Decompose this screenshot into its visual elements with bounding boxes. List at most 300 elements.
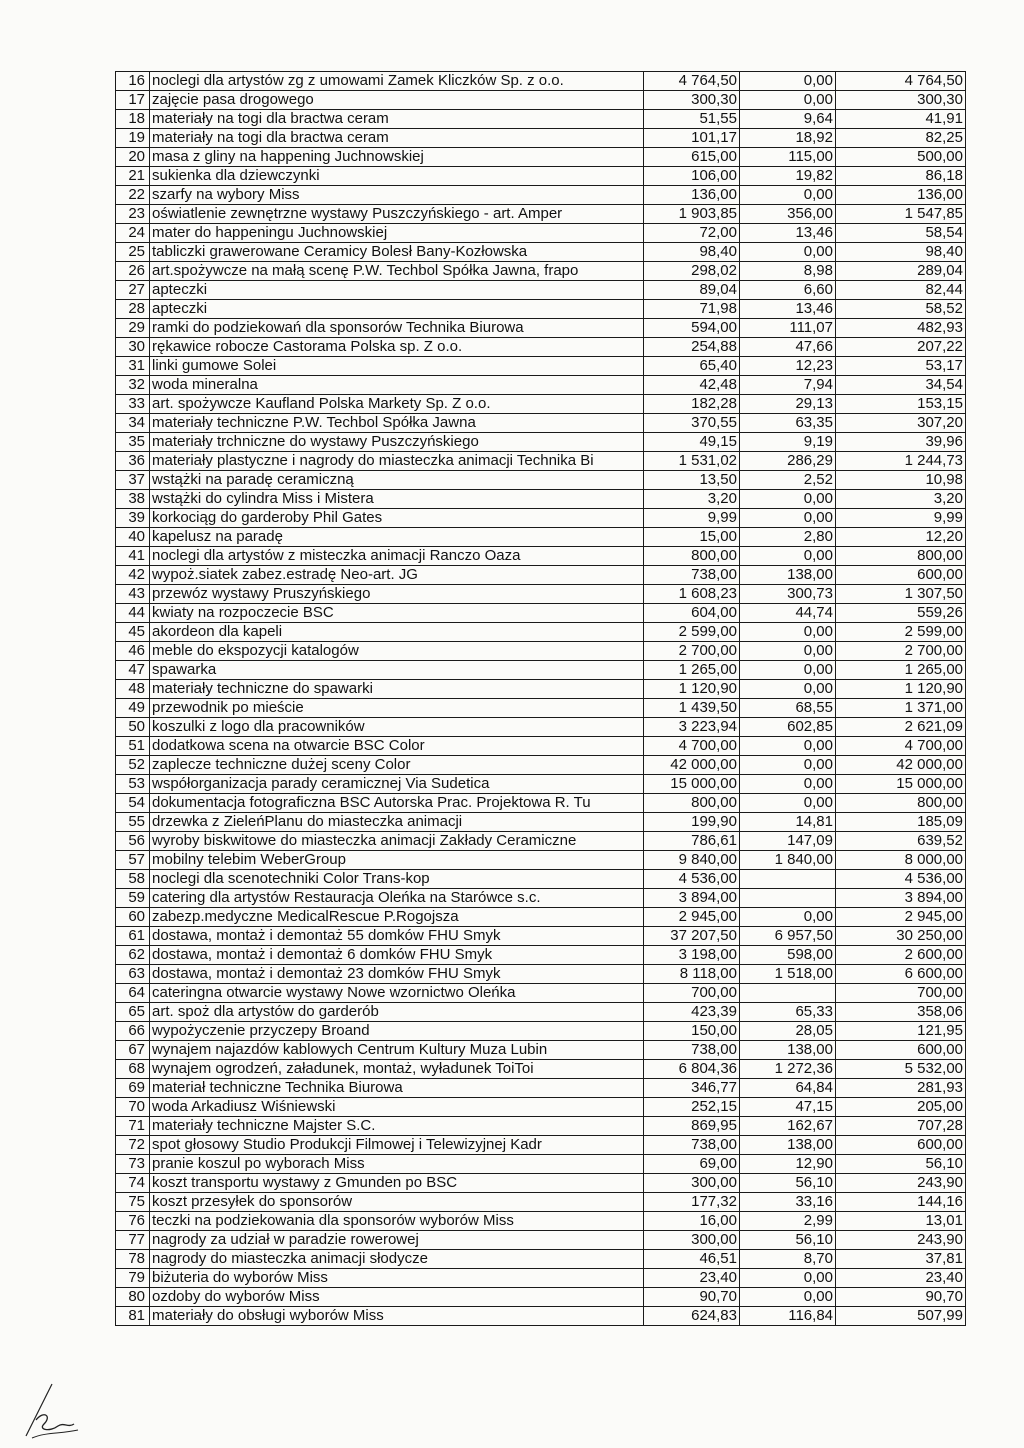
table-row: [116, 756, 966, 775]
vat-amount-cell: 0,00: [740, 794, 836, 813]
row-number-cell: 63: [116, 965, 150, 984]
gross-amount-cell: 700,00: [644, 984, 740, 1003]
net-amount-cell: 600,00: [836, 1136, 966, 1155]
gross-amount-cell: 51,55: [644, 110, 740, 129]
row-number-cell: 50: [116, 718, 150, 737]
gross-amount-cell: 604,00: [644, 604, 740, 623]
vat-amount-cell: 0,00: [740, 661, 836, 680]
description-cell: mobilny telebim WeberGroup: [150, 851, 644, 870]
net-amount-cell: 3 894,00: [836, 889, 966, 908]
gross-amount-cell: 3 198,00: [644, 946, 740, 965]
vat-amount-cell: 0,00: [740, 908, 836, 927]
net-amount-cell: 1 120,90: [836, 680, 966, 699]
table-row: [116, 72, 966, 91]
gross-amount-cell: 300,30: [644, 91, 740, 110]
expense-table: [115, 71, 966, 1326]
row-number-cell: 17: [116, 91, 150, 110]
gross-amount-cell: 16,00: [644, 1212, 740, 1231]
net-amount-cell: 1 307,50: [836, 585, 966, 604]
table-row: [116, 433, 966, 452]
vat-amount-cell: 147,09: [740, 832, 836, 851]
row-number-cell: 34: [116, 414, 150, 433]
row-number-cell: 22: [116, 186, 150, 205]
vat-amount-cell: 0,00: [740, 509, 836, 528]
gross-amount-cell: 69,00: [644, 1155, 740, 1174]
vat-amount-cell: 2,80: [740, 528, 836, 547]
table-row: [116, 243, 966, 262]
row-number-cell: 32: [116, 376, 150, 395]
vat-amount-cell: 0,00: [740, 490, 836, 509]
description-cell: noclegi dla artystów z misteczka animacji Ranczo Oaza: [150, 547, 644, 566]
vat-amount-cell: 2,99: [740, 1212, 836, 1231]
table-row: [116, 528, 966, 547]
row-number-cell: 77: [116, 1231, 150, 1250]
description-cell: wyroby biskwitowe do miasteczka animacji Zakłady Ceramiczne: [150, 832, 644, 851]
vat-amount-cell: 56,10: [740, 1174, 836, 1193]
row-number-cell: 37: [116, 471, 150, 490]
row-number-cell: 62: [116, 946, 150, 965]
gross-amount-cell: 1 265,00: [644, 661, 740, 680]
table-row: [116, 680, 966, 699]
gross-amount-cell: 252,15: [644, 1098, 740, 1117]
description-cell: spawarka: [150, 661, 644, 680]
net-amount-cell: 2 600,00: [836, 946, 966, 965]
table-row: [116, 965, 966, 984]
row-number-cell: 57: [116, 851, 150, 870]
vat-amount-cell: 12,23: [740, 357, 836, 376]
net-amount-cell: 42 000,00: [836, 756, 966, 775]
table-row: [116, 604, 966, 623]
description-cell: apteczki: [150, 281, 644, 300]
gross-amount-cell: 1 439,50: [644, 699, 740, 718]
vat-amount-cell: 602,85: [740, 718, 836, 737]
net-amount-cell: 23,40: [836, 1269, 966, 1288]
net-amount-cell: 700,00: [836, 984, 966, 1003]
vat-amount-cell: 0,00: [740, 547, 836, 566]
description-cell: zabezp.medyczne MedicalRescue P.Rogojsza: [150, 908, 644, 927]
vat-amount-cell: 47,66: [740, 338, 836, 357]
net-amount-cell: 4 536,00: [836, 870, 966, 889]
net-amount-cell: 58,52: [836, 300, 966, 319]
gross-amount-cell: 1 903,85: [644, 205, 740, 224]
table-row: [116, 908, 966, 927]
gross-amount-cell: 738,00: [644, 566, 740, 585]
net-amount-cell: 56,10: [836, 1155, 966, 1174]
vat-amount-cell: 115,00: [740, 148, 836, 167]
net-amount-cell: 185,09: [836, 813, 966, 832]
row-number-cell: 47: [116, 661, 150, 680]
gross-amount-cell: 624,83: [644, 1307, 740, 1326]
gross-amount-cell: 3 894,00: [644, 889, 740, 908]
table-row: [116, 737, 966, 756]
net-amount-cell: 8 000,00: [836, 851, 966, 870]
description-cell: koszt przesyłek do sponsorów: [150, 1193, 644, 1212]
description-cell: materiały techniczne Majster S.C.: [150, 1117, 644, 1136]
row-number-cell: 59: [116, 889, 150, 908]
table-row: [116, 1060, 966, 1079]
net-amount-cell: 358,06: [836, 1003, 966, 1022]
net-amount-cell: 243,90: [836, 1174, 966, 1193]
table-row: [116, 1155, 966, 1174]
net-amount-cell: 30 250,00: [836, 927, 966, 946]
vat-amount-cell: 12,90: [740, 1155, 836, 1174]
vat-amount-cell: [740, 889, 836, 908]
description-cell: noclegi dla artystów zg z umowami Zamek Kliczków Sp. z o.o.: [150, 72, 644, 91]
vat-amount-cell: 0,00: [740, 623, 836, 642]
description-cell: wstążki do cylindra Miss i Mistera: [150, 490, 644, 509]
gross-amount-cell: 300,00: [644, 1231, 740, 1250]
vat-amount-cell: 0,00: [740, 91, 836, 110]
net-amount-cell: 86,18: [836, 167, 966, 186]
row-number-cell: 67: [116, 1041, 150, 1060]
row-number-cell: 71: [116, 1117, 150, 1136]
row-number-cell: 60: [116, 908, 150, 927]
vat-amount-cell: 0,00: [740, 243, 836, 262]
description-cell: przewodnik po mieście: [150, 699, 644, 718]
table-row: [116, 186, 966, 205]
row-number-cell: 39: [116, 509, 150, 528]
table-row: [116, 889, 966, 908]
row-number-cell: 72: [116, 1136, 150, 1155]
description-cell: materiały na togi dla bractwa ceram: [150, 110, 644, 129]
vat-amount-cell: 0,00: [740, 642, 836, 661]
gross-amount-cell: 9 840,00: [644, 851, 740, 870]
table-row: [116, 1288, 966, 1307]
description-cell: catering dla artystów Restauracja Oleńka na Starówce s.c.: [150, 889, 644, 908]
row-number-cell: 30: [116, 338, 150, 357]
description-cell: nagrody do miasteczka animacji słodycze: [150, 1250, 644, 1269]
vat-amount-cell: 0,00: [740, 72, 836, 91]
gross-amount-cell: 300,00: [644, 1174, 740, 1193]
row-number-cell: 73: [116, 1155, 150, 1174]
table-row: [116, 585, 966, 604]
description-cell: dostawa, montaż i demontaż 23 domków FHU Smyk: [150, 965, 644, 984]
net-amount-cell: 1 371,00: [836, 699, 966, 718]
description-cell: wypożyczenie przyczepy Broand: [150, 1022, 644, 1041]
description-cell: zajęcie pasa drogowego: [150, 91, 644, 110]
description-cell: oświatlenie zewnętrzne wystawy Puszczyńskiego - art. Amper: [150, 205, 644, 224]
row-number-cell: 80: [116, 1288, 150, 1307]
row-number-cell: 46: [116, 642, 150, 661]
net-amount-cell: 3,20: [836, 490, 966, 509]
gross-amount-cell: 65,40: [644, 357, 740, 376]
gross-amount-cell: 254,88: [644, 338, 740, 357]
net-amount-cell: 136,00: [836, 186, 966, 205]
description-cell: dokumentacja fotograficzna BSC Autorska Prac. Projektowa R. Tu: [150, 794, 644, 813]
gross-amount-cell: 89,04: [644, 281, 740, 300]
description-cell: biżuteria do wyborów Miss: [150, 1269, 644, 1288]
table-row: [116, 1098, 966, 1117]
row-number-cell: 36: [116, 452, 150, 471]
gross-amount-cell: 2 599,00: [644, 623, 740, 642]
description-cell: art. spoż dla artystów do garderób: [150, 1003, 644, 1022]
net-amount-cell: 15 000,00: [836, 775, 966, 794]
row-number-cell: 25: [116, 243, 150, 262]
description-cell: spot głosowy Studio Produkcji Filmowej i Telewizyjnej Kadr: [150, 1136, 644, 1155]
gross-amount-cell: 1 120,90: [644, 680, 740, 699]
gross-amount-cell: 869,95: [644, 1117, 740, 1136]
row-number-cell: 53: [116, 775, 150, 794]
gross-amount-cell: 4 700,00: [644, 737, 740, 756]
description-cell: wypoż.siatek zabez.estradę Neo-art. JG: [150, 566, 644, 585]
vat-amount-cell: 8,70: [740, 1250, 836, 1269]
table-row: [116, 1136, 966, 1155]
gross-amount-cell: 90,70: [644, 1288, 740, 1307]
table-row: [116, 566, 966, 585]
row-number-cell: 61: [116, 927, 150, 946]
gross-amount-cell: 738,00: [644, 1136, 740, 1155]
table-row: [116, 661, 966, 680]
gross-amount-cell: 177,32: [644, 1193, 740, 1212]
table-row: [116, 414, 966, 433]
net-amount-cell: 243,90: [836, 1231, 966, 1250]
net-amount-cell: 2 945,00: [836, 908, 966, 927]
net-amount-cell: 600,00: [836, 566, 966, 585]
table-row: [116, 110, 966, 129]
row-number-cell: 49: [116, 699, 150, 718]
net-amount-cell: 289,04: [836, 262, 966, 281]
description-cell: nagrody za udział w paradzie rowerowej: [150, 1231, 644, 1250]
table-row: [116, 642, 966, 661]
vat-amount-cell: 356,00: [740, 205, 836, 224]
net-amount-cell: 90,70: [836, 1288, 966, 1307]
vat-amount-cell: 300,73: [740, 585, 836, 604]
description-cell: współorganizacja parady ceramicznej Via Sudetica: [150, 775, 644, 794]
gross-amount-cell: 13,50: [644, 471, 740, 490]
gross-amount-cell: 98,40: [644, 243, 740, 262]
vat-amount-cell: 116,84: [740, 1307, 836, 1326]
vat-amount-cell: [740, 870, 836, 889]
table-row: [116, 718, 966, 737]
table-row: [116, 547, 966, 566]
gross-amount-cell: 4 764,50: [644, 72, 740, 91]
gross-amount-cell: 423,39: [644, 1003, 740, 1022]
gross-amount-cell: 72,00: [644, 224, 740, 243]
row-number-cell: 75: [116, 1193, 150, 1212]
description-cell: dostawa, montaż i demontaż 6 domków FHU Smyk: [150, 946, 644, 965]
net-amount-cell: 800,00: [836, 794, 966, 813]
row-number-cell: 78: [116, 1250, 150, 1269]
net-amount-cell: 4 700,00: [836, 737, 966, 756]
row-number-cell: 24: [116, 224, 150, 243]
gross-amount-cell: 42 000,00: [644, 756, 740, 775]
vat-amount-cell: 0,00: [740, 756, 836, 775]
table-row: [116, 794, 966, 813]
table-row: [116, 452, 966, 471]
description-cell: zaplecze techniczne dużej sceny Color: [150, 756, 644, 775]
row-number-cell: 33: [116, 395, 150, 414]
vat-amount-cell: 6,60: [740, 281, 836, 300]
net-amount-cell: 153,15: [836, 395, 966, 414]
gross-amount-cell: 2 945,00: [644, 908, 740, 927]
gross-amount-cell: 49,15: [644, 433, 740, 452]
description-cell: woda mineralna: [150, 376, 644, 395]
gross-amount-cell: 800,00: [644, 794, 740, 813]
table-row: [116, 148, 966, 167]
net-amount-cell: 281,93: [836, 1079, 966, 1098]
description-cell: drzewka z ZieleńPlanu do miasteczka animacji: [150, 813, 644, 832]
gross-amount-cell: 46,51: [644, 1250, 740, 1269]
row-number-cell: 40: [116, 528, 150, 547]
row-number-cell: 23: [116, 205, 150, 224]
row-number-cell: 65: [116, 1003, 150, 1022]
row-number-cell: 74: [116, 1174, 150, 1193]
vat-amount-cell: 1 272,36: [740, 1060, 836, 1079]
row-number-cell: 48: [116, 680, 150, 699]
description-cell: linki gumowe Solei: [150, 357, 644, 376]
row-number-cell: 20: [116, 148, 150, 167]
description-cell: dostawa, montaż i demontaż 55 domków FHU Smyk: [150, 927, 644, 946]
expense-table-body: [116, 72, 966, 1326]
table-row: [116, 851, 966, 870]
description-cell: noclegi dla scenotechniki Color Trans-kop: [150, 870, 644, 889]
row-number-cell: 28: [116, 300, 150, 319]
description-cell: wstążki na paradę ceramiczną: [150, 471, 644, 490]
vat-amount-cell: 0,00: [740, 1288, 836, 1307]
gross-amount-cell: 1 608,23: [644, 585, 740, 604]
vat-amount-cell: 598,00: [740, 946, 836, 965]
gross-amount-cell: 6 804,36: [644, 1060, 740, 1079]
table-row: [116, 224, 966, 243]
table-row: [116, 91, 966, 110]
table-row: [116, 338, 966, 357]
description-cell: materiały techniczne P.W. Techbol Spółka Jawna: [150, 414, 644, 433]
description-cell: sukienka dla dziewczynki: [150, 167, 644, 186]
description-cell: cateringna otwarcie wystawy Nowe wzornictwo Oleńka: [150, 984, 644, 1003]
gross-amount-cell: 101,17: [644, 129, 740, 148]
vat-amount-cell: 138,00: [740, 566, 836, 585]
row-number-cell: 18: [116, 110, 150, 129]
description-cell: materiał techniczne Technika Biurowa: [150, 1079, 644, 1098]
net-amount-cell: 2 700,00: [836, 642, 966, 661]
vat-amount-cell: 7,94: [740, 376, 836, 395]
vat-amount-cell: 63,35: [740, 414, 836, 433]
row-number-cell: 29: [116, 319, 150, 338]
row-number-cell: 54: [116, 794, 150, 813]
net-amount-cell: 98,40: [836, 243, 966, 262]
table-row: [116, 813, 966, 832]
description-cell: wynajem ogrodzeń, załadunek, montaż, wyładunek ToiToi: [150, 1060, 644, 1079]
vat-amount-cell: 56,10: [740, 1231, 836, 1250]
gross-amount-cell: 2 700,00: [644, 642, 740, 661]
net-amount-cell: 1 547,85: [836, 205, 966, 224]
table-row: [116, 300, 966, 319]
row-number-cell: 16: [116, 72, 150, 91]
vat-amount-cell: 162,67: [740, 1117, 836, 1136]
description-cell: wynajem najazdów kablowych Centrum Kultury Muza Lubin: [150, 1041, 644, 1060]
net-amount-cell: 144,16: [836, 1193, 966, 1212]
net-amount-cell: 6 600,00: [836, 965, 966, 984]
vat-amount-cell: 18,92: [740, 129, 836, 148]
table-row: [116, 1269, 966, 1288]
gross-amount-cell: 23,40: [644, 1269, 740, 1288]
vat-amount-cell: 65,33: [740, 1003, 836, 1022]
vat-amount-cell: 14,81: [740, 813, 836, 832]
net-amount-cell: 37,81: [836, 1250, 966, 1269]
table-row: [116, 1193, 966, 1212]
gross-amount-cell: 1 531,02: [644, 452, 740, 471]
description-cell: szarfy na wybory Miss: [150, 186, 644, 205]
gross-amount-cell: 42,48: [644, 376, 740, 395]
table-row: [116, 1117, 966, 1136]
row-number-cell: 58: [116, 870, 150, 889]
description-cell: pranie koszul po wyborach Miss: [150, 1155, 644, 1174]
net-amount-cell: 82,25: [836, 129, 966, 148]
table-row: [116, 1041, 966, 1060]
row-number-cell: 55: [116, 813, 150, 832]
net-amount-cell: 82,44: [836, 281, 966, 300]
gross-amount-cell: 786,61: [644, 832, 740, 851]
vat-amount-cell: 1 840,00: [740, 851, 836, 870]
row-number-cell: 31: [116, 357, 150, 376]
description-cell: teczki na podziekowania dla sponsorów wyborów Miss: [150, 1212, 644, 1231]
row-number-cell: 42: [116, 566, 150, 585]
row-number-cell: 38: [116, 490, 150, 509]
net-amount-cell: 41,91: [836, 110, 966, 129]
description-cell: akordeon dla kapeli: [150, 623, 644, 642]
net-amount-cell: 559,26: [836, 604, 966, 623]
row-number-cell: 26: [116, 262, 150, 281]
net-amount-cell: 639,52: [836, 832, 966, 851]
net-amount-cell: 10,98: [836, 471, 966, 490]
vat-amount-cell: 44,74: [740, 604, 836, 623]
row-number-cell: 44: [116, 604, 150, 623]
gross-amount-cell: 71,98: [644, 300, 740, 319]
gross-amount-cell: 8 118,00: [644, 965, 740, 984]
vat-amount-cell: [740, 984, 836, 1003]
row-number-cell: 81: [116, 1307, 150, 1326]
vat-amount-cell: 29,13: [740, 395, 836, 414]
vat-amount-cell: 0,00: [740, 737, 836, 756]
description-cell: kwiaty na rozpoczecie BSC: [150, 604, 644, 623]
vat-amount-cell: 138,00: [740, 1041, 836, 1060]
vat-amount-cell: 0,00: [740, 775, 836, 794]
description-cell: materiały plastyczne i nagrody do miasteczka animacji Technika Bi: [150, 452, 644, 471]
handwritten-signature: [22, 1380, 82, 1440]
description-cell: tabliczki grawerowane Ceramicy Bolesł Bany-Kozłowska: [150, 243, 644, 262]
row-number-cell: 21: [116, 167, 150, 186]
net-amount-cell: 482,93: [836, 319, 966, 338]
table-row: [116, 1003, 966, 1022]
gross-amount-cell: 9,99: [644, 509, 740, 528]
table-row: [116, 376, 966, 395]
vat-amount-cell: 138,00: [740, 1136, 836, 1155]
net-amount-cell: 2 621,09: [836, 718, 966, 737]
row-number-cell: 35: [116, 433, 150, 452]
description-cell: ramki do podziekowań dla sponsorów Technika Biurowa: [150, 319, 644, 338]
description-cell: apteczki: [150, 300, 644, 319]
table-row: [116, 262, 966, 281]
row-number-cell: 43: [116, 585, 150, 604]
net-amount-cell: 9,99: [836, 509, 966, 528]
vat-amount-cell: 6 957,50: [740, 927, 836, 946]
vat-amount-cell: 9,64: [740, 110, 836, 129]
net-amount-cell: 205,00: [836, 1098, 966, 1117]
vat-amount-cell: 33,16: [740, 1193, 836, 1212]
row-number-cell: 56: [116, 832, 150, 851]
gross-amount-cell: 370,55: [644, 414, 740, 433]
net-amount-cell: 58,54: [836, 224, 966, 243]
gross-amount-cell: 182,28: [644, 395, 740, 414]
table-row: [116, 281, 966, 300]
gross-amount-cell: 346,77: [644, 1079, 740, 1098]
row-number-cell: 68: [116, 1060, 150, 1079]
net-amount-cell: 12,20: [836, 528, 966, 547]
description-cell: woda Arkadiusz Wiśniewski: [150, 1098, 644, 1117]
table-row: [116, 1174, 966, 1193]
description-cell: materiały trchniczne do wystawy Puszczyńskiego: [150, 433, 644, 452]
description-cell: art. spożywcze Kaufland Polska Markety Sp. Z o.o.: [150, 395, 644, 414]
